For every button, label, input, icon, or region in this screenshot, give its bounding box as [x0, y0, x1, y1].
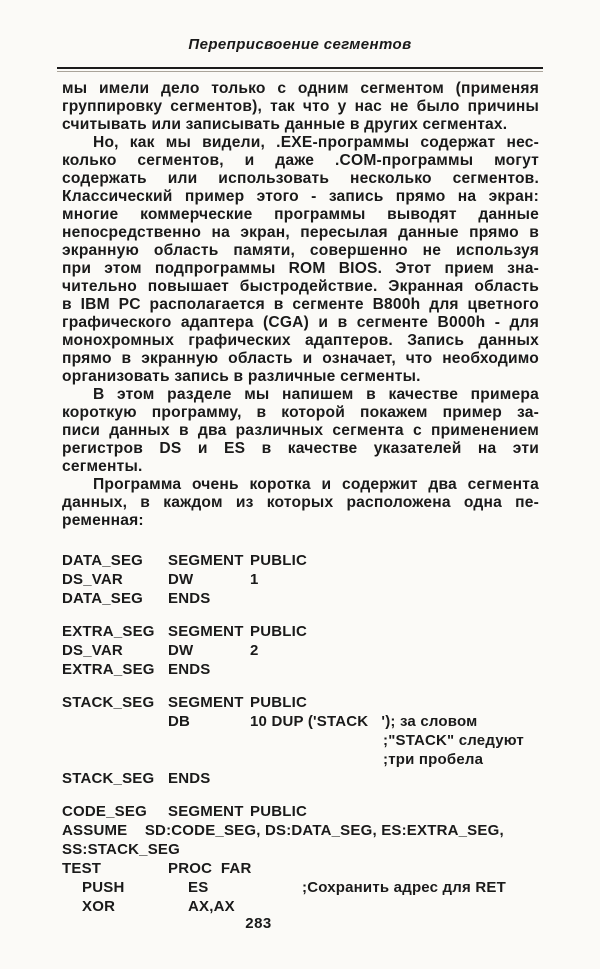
code-comment	[383, 641, 574, 660]
code-directive: ENDS	[168, 590, 211, 607]
code-directive: ES	[188, 879, 209, 896]
code-line	[62, 897, 574, 916]
code-line	[62, 731, 574, 750]
code-blank-line	[62, 788, 574, 802]
text-line: при этом подпрограммы ROM BIOS. Этот прием зна-	[62, 260, 539, 277]
code-operand: PUBLIC	[250, 694, 308, 711]
code-label: TEST	[62, 860, 102, 877]
code-statement: ASSUME SD:CODE_SEG, DS:DATA_SEG, ES:EXTRA_SEG,	[62, 822, 504, 839]
text-line: сегменты.	[62, 458, 143, 475]
code-label: EXTRA_SEG	[62, 661, 155, 678]
code-line	[62, 551, 574, 570]
code-label: STACK_SEG	[62, 770, 155, 787]
code-directive	[168, 731, 250, 750]
code-operand: 2	[250, 642, 259, 659]
code-statement: SS:STACK_SEG	[62, 841, 180, 858]
paragraph	[62, 80, 539, 134]
code-label: STACK_SEG	[62, 694, 155, 711]
code-operand	[250, 750, 383, 769]
code-label	[62, 731, 168, 750]
code-comment	[383, 551, 574, 570]
code-operand	[270, 897, 435, 916]
code-operand: 10 DUP ('STACK ')	[250, 713, 391, 730]
code-directive: SEGMENT	[168, 694, 244, 711]
code-comment	[383, 660, 574, 679]
code-directive: ENDS	[168, 661, 211, 678]
text-line: регистров DS и ES в качестве указателей на эти	[62, 440, 539, 457]
code-line	[62, 840, 574, 859]
text-line: считывать или записывать данные в других сегментах.	[62, 116, 508, 133]
code-line	[62, 859, 574, 878]
code-directive: DW	[168, 571, 194, 588]
header-rule-line	[57, 67, 543, 69]
code-label	[62, 712, 168, 731]
code-comment	[435, 897, 574, 916]
text-line: многие коммерческие программы выводят данные	[62, 206, 539, 223]
text-line: чительно повышает быстродействие. Экранная область	[62, 278, 539, 295]
text-line: Классический пример этого - запись прямо на экран:	[62, 188, 539, 205]
code-line	[62, 878, 574, 897]
text-line: мы имели дело только с одним сегментом (применяя	[62, 80, 539, 97]
paragraph	[62, 134, 539, 386]
code-operand	[250, 769, 383, 788]
code-operand: ;Сохранить адрес для RET	[302, 879, 506, 896]
code-operand: PUBLIC	[250, 623, 308, 640]
code-line	[62, 712, 574, 731]
code-operand: PUBLIC	[250, 803, 308, 820]
code-line	[62, 589, 574, 608]
code-directive: DW	[168, 642, 194, 659]
code-label	[62, 750, 168, 769]
code-directive: SEGMENT	[168, 623, 244, 640]
code-comment	[383, 802, 574, 821]
text-line: В этом разделе мы напишем в качестве примера	[93, 386, 539, 403]
code-directive: PROC FAR	[168, 860, 252, 877]
text-line: Программа очень коротка и содержит два сегмента	[93, 476, 539, 493]
code-label: DATA_SEG	[62, 552, 144, 569]
text-line: колько сегментов, и даже .COM-программы могут	[62, 152, 539, 169]
header-rule	[57, 67, 543, 72]
code-blank-line	[62, 608, 574, 622]
code-line	[62, 641, 574, 660]
code-operand	[250, 589, 383, 608]
code-line	[62, 570, 574, 589]
code-line	[62, 622, 574, 641]
code-line	[62, 660, 574, 679]
code-line	[62, 769, 574, 788]
code-label: CODE_SEG	[62, 803, 147, 820]
code-listing	[62, 551, 574, 916]
code-label: PUSH	[82, 879, 125, 896]
code-directive: SEGMENT	[168, 803, 244, 820]
code-directive	[168, 750, 250, 769]
code-operand	[250, 731, 383, 750]
code-directive: ENDS	[168, 770, 211, 787]
code-comment	[383, 589, 574, 608]
code-line	[62, 802, 574, 821]
text-line: данных, в каждом из которых расположена одна пе-	[62, 494, 539, 511]
code-comment: ; за словом	[390, 713, 478, 730]
text-line: графического адаптера (CGA) и в сегменте B000h - для	[62, 314, 539, 331]
code-comment	[383, 570, 574, 589]
code-operand: 1	[250, 571, 259, 588]
code-comment	[384, 859, 574, 878]
text-line: короткую программу, в которой покажем пример за-	[62, 404, 539, 421]
text-line: группировку сегментов), так что у нас не было причины	[62, 98, 539, 115]
code-operand	[250, 660, 383, 679]
paragraph	[62, 386, 539, 476]
code-comment	[383, 693, 574, 712]
code-comment: ;три пробела	[383, 751, 484, 768]
code-label: XOR	[82, 898, 116, 915]
text-line: монохромных графических адаптеров. Запись данных	[62, 332, 539, 349]
page-number: 283	[245, 915, 272, 932]
code-line	[62, 693, 574, 712]
code-label: DS_VAR	[62, 571, 123, 588]
header-rule-echo	[57, 71, 543, 72]
code-directive: DB	[168, 713, 191, 730]
text-line: ременная:	[62, 512, 144, 529]
paragraph	[62, 476, 539, 530]
code-directive: AX,AX	[188, 898, 235, 915]
code-directive: SEGMENT	[168, 552, 244, 569]
code-comment: ;"STACK" следуют	[383, 732, 524, 749]
code-label: EXTRA_SEG	[62, 623, 155, 640]
text-line: содержать или использовать несколько сегментов.	[62, 170, 539, 187]
text-line: экранную область памяти, совершенно не используя	[62, 242, 539, 259]
code-comment	[383, 622, 574, 641]
code-blank-line	[62, 679, 574, 693]
code-line	[62, 750, 574, 769]
text-line: организовать запись в различные сегменты.	[62, 368, 421, 385]
page-header-title: Переприсвоение сегментов	[188, 36, 412, 53]
body-text	[62, 80, 539, 530]
text-line: в IBM PC располагается в сегменте B800h для цветного	[62, 296, 539, 313]
text-line: прямо в экранную область и означает, что необходимо	[62, 350, 539, 367]
code-operand	[251, 859, 384, 878]
text-line: непосредственно на экран, пересылая данные прямо в	[62, 224, 539, 241]
code-label: DATA_SEG	[62, 590, 144, 607]
code-comment	[383, 769, 574, 788]
code-label: DS_VAR	[62, 642, 123, 659]
code-line	[62, 821, 574, 840]
text-line: писи данных в два различных сегмента с применением	[62, 422, 539, 439]
text-line: Но, как мы видели, .EXE-программы содержат нес-	[93, 134, 539, 151]
code-comment	[506, 878, 574, 897]
code-operand: PUBLIC	[250, 552, 308, 569]
